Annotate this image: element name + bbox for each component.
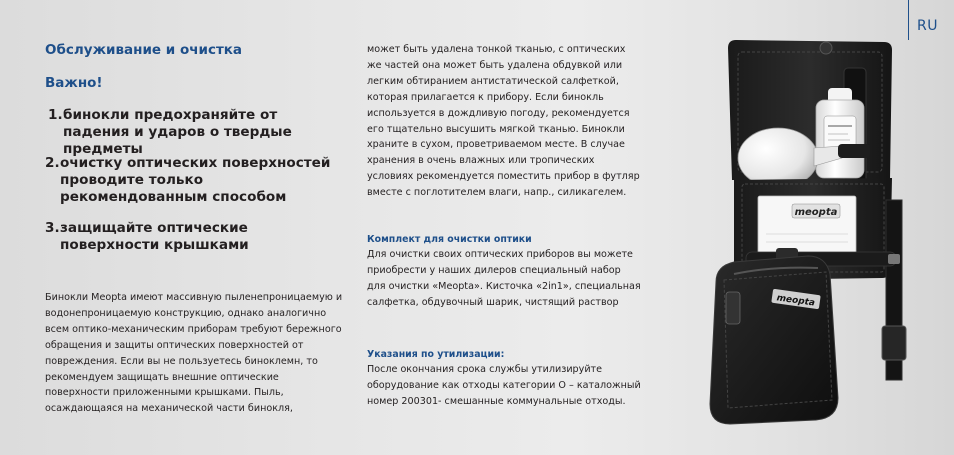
kit-paragraph: Для очистки своих оптических приборов вы можете приобрести у наших дилеров специальный набор для очистки «Meopta». Кисточка «2in1», специальная салфетка, обдувочный шарик, чистящий раствор bbox=[367, 249, 641, 308]
important-heading: Важно! bbox=[45, 75, 103, 91]
warning-text: очистку оптических поверхностей проводите только рекомендованным способом bbox=[60, 155, 331, 205]
warning-item-1 bbox=[45, 107, 345, 158]
body-paragraph-care: может быть удалена тонкой тканью, с оптических же частей она может быть удалена обдувкой или легким обтиранием антистатической салфеткой, которая прилагается к прибору. Если бинокль используется в дождливую погоду, рекомендуется его тщательно высушить мягкой тканью. Бинокли храните в сухом, проветриваемом месте. В случае хранения в очень влажных или тропических условиях рекомендуется поместить прибор в футляр вместе с поглотителем влаги, напр., силикагелем. bbox=[367, 44, 640, 199]
warning-text: бинокли предохраняйте от падения и ударов о твердые предметы bbox=[63, 107, 292, 157]
disposal-heading: Указания по утилизации: bbox=[367, 349, 505, 360]
language-marker: RU bbox=[917, 18, 938, 34]
kit-heading: Комплект для очистки оптики bbox=[367, 234, 532, 245]
warning-item-3 bbox=[45, 220, 345, 254]
cloth-brand-label: meopta bbox=[794, 207, 838, 218]
zip-pouch bbox=[710, 256, 838, 424]
warning-number: 3. bbox=[45, 220, 60, 236]
section-title: Обслуживание и очистка bbox=[45, 42, 243, 58]
cleaning-cloth bbox=[758, 196, 856, 254]
buckle-icon bbox=[882, 326, 906, 360]
warning-text: защищайте оптические поверхности крышками bbox=[60, 220, 249, 253]
cleaning-solution-bottle bbox=[816, 88, 864, 178]
body-paragraph-left: Бинокли Meopta имеют массивную пыленепроницаемую и водонепроницаемую конструкцию, однако аналогично всем оптико-механическим приборам требуют бережного обращения и защиты оптических поверхностей от повреждения. Если вы не пользуетесь биноклемн, то рекомендуем защищать внешние оптические поверхности приложенными крышками. Пыль, осаждающаяся на механической части бинокля, bbox=[45, 292, 343, 415]
warning-item-2 bbox=[45, 155, 345, 206]
pouch-brand-label: meopta bbox=[775, 293, 816, 309]
cleaning-kit-illustration bbox=[676, 30, 954, 455]
warning-number: 2. bbox=[45, 155, 60, 171]
warning-number: 1. bbox=[48, 107, 63, 123]
disposal-paragraph: После окончания срока службы утилизируйте оборудование как отходы категории O – каталожный номер 200301- смешанные коммунальные отходы. bbox=[367, 364, 641, 407]
